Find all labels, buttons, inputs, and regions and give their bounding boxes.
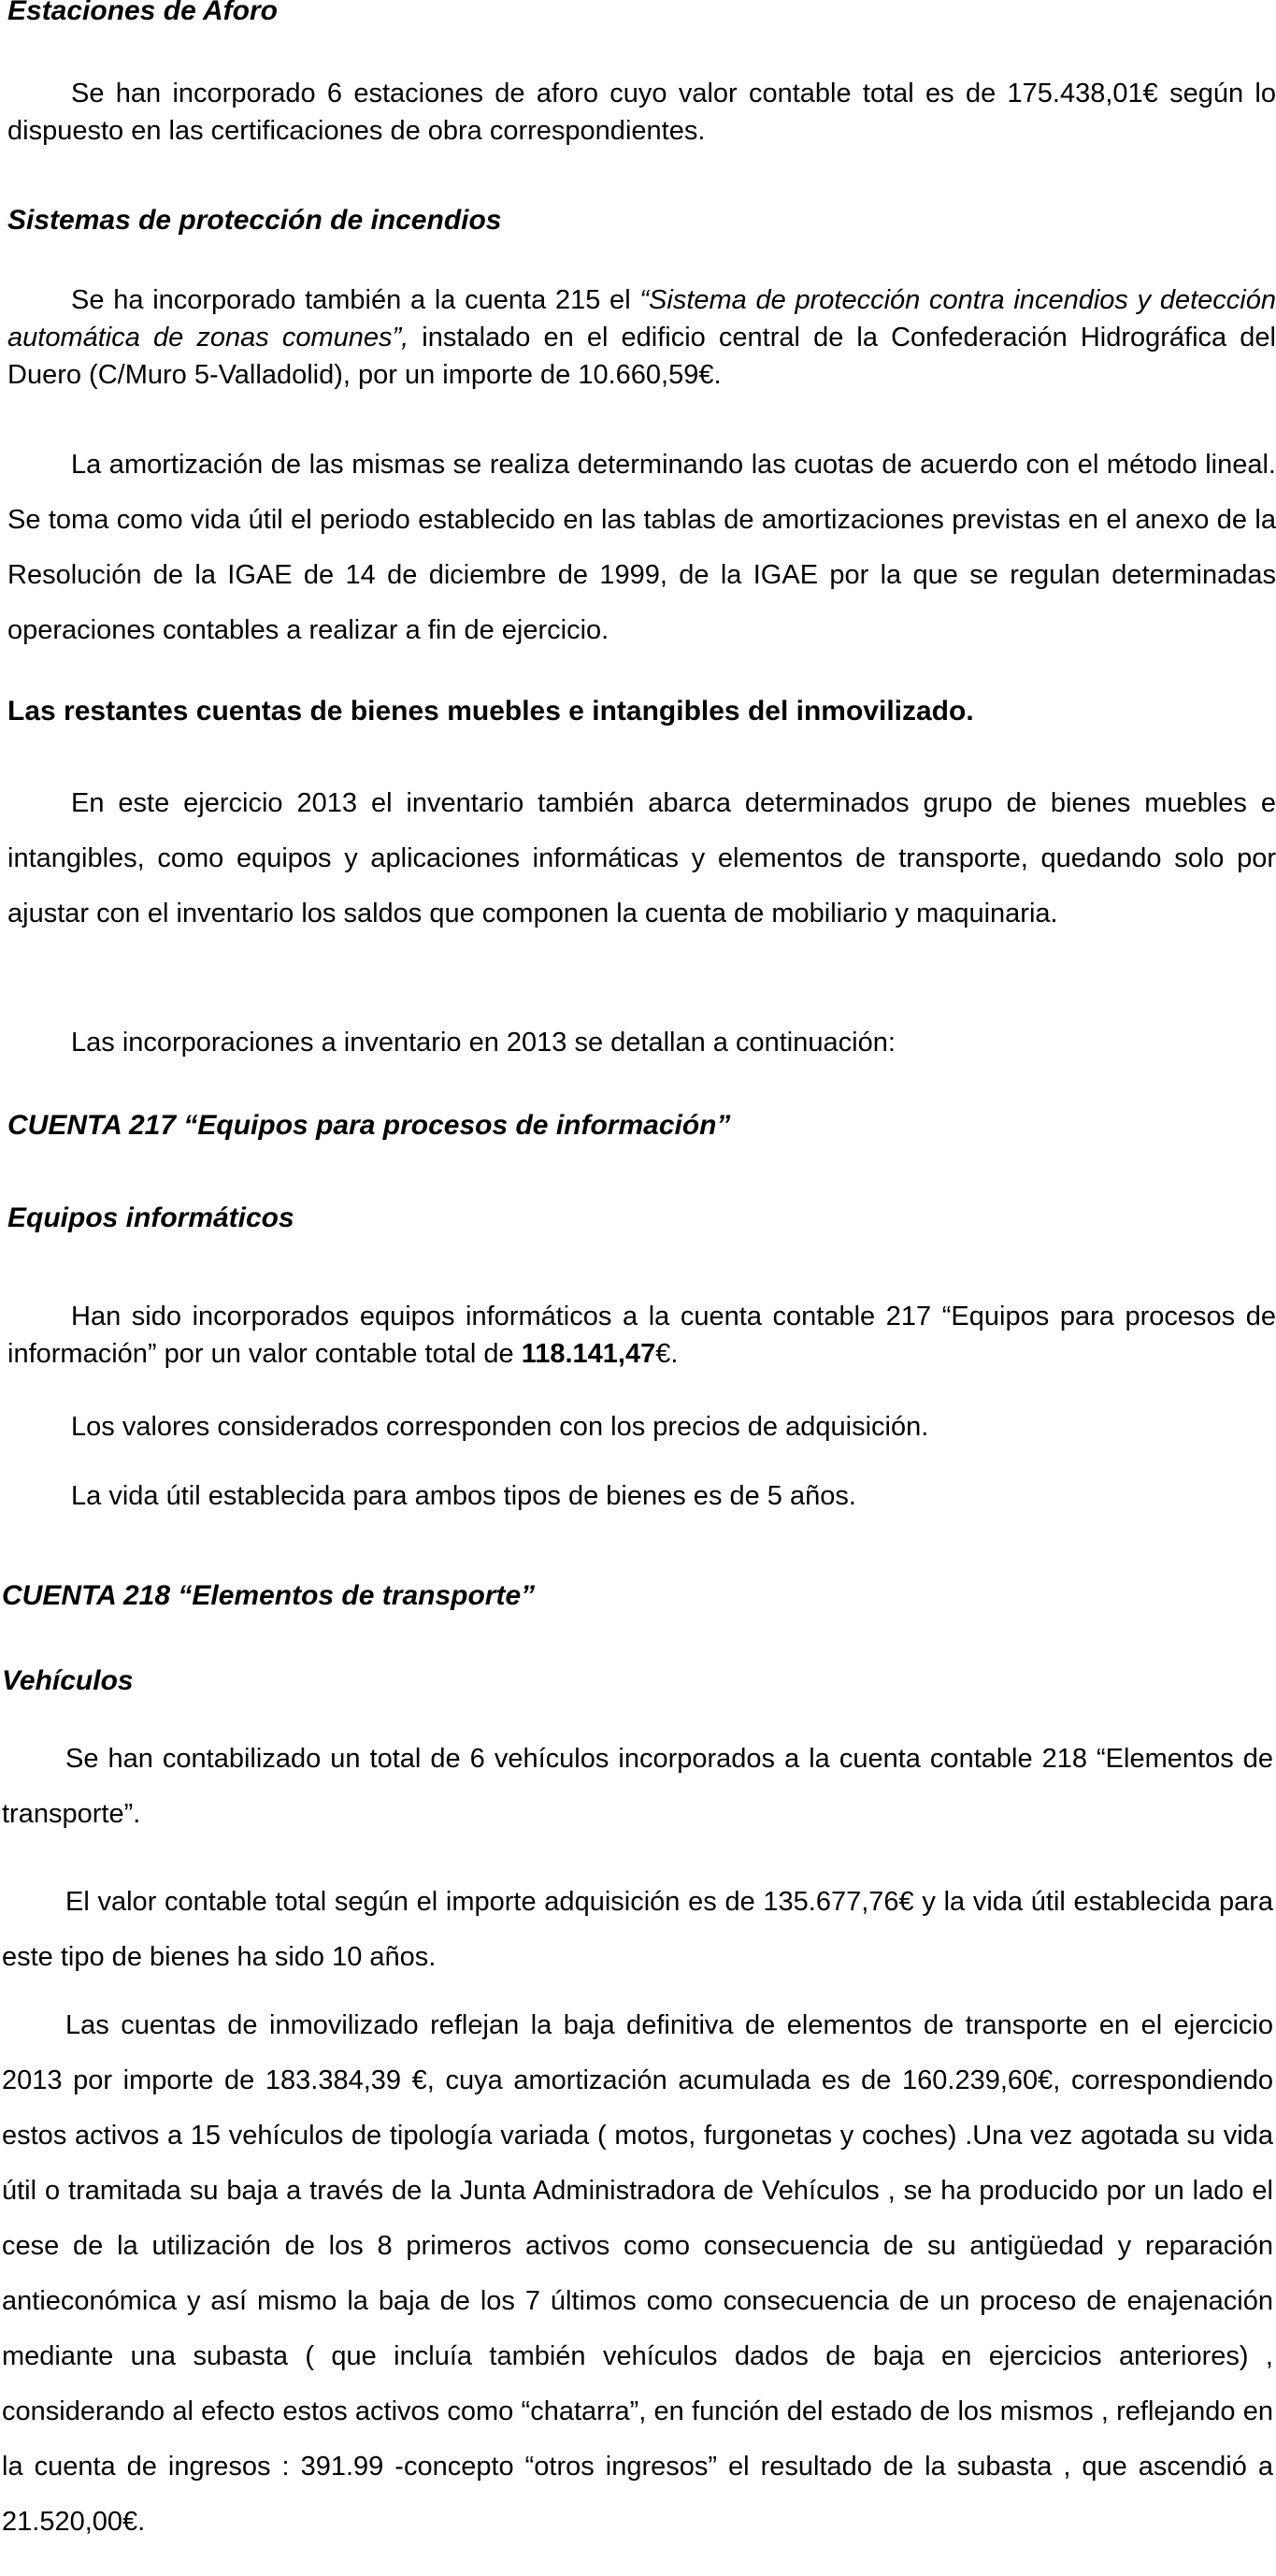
heading-equipos-informaticos: Equipos informáticos <box>7 1202 294 1233</box>
paragraph-aforo <box>7 75 1276 150</box>
paragraph-vida-util-text: La vida útil establecida para ambos tipos de bienes es de 5 años. <box>71 1481 856 1511</box>
paragraph-valores-text: Los valores considerados corresponden con los precios de adquisición. <box>71 1412 929 1442</box>
paragraph-incendios-text-b: instalado en el edificio central de la Confederación Hidrográfica del Duero (C/Muro 5-Valladolid), por un importe de 10.660,59€. <box>7 323 1276 390</box>
paragraph-incendios-italic: “Sistema de protección contra incendios y detección automática de zonas comunes”, <box>7 285 1276 353</box>
paragraph-aforo-text: Se han incorporado 6 estaciones de aforo cuyo valor contable total es de 175.438,01€ según lo dispuesto en las certificaciones de obra correspondientes. <box>7 79 1276 146</box>
paragraph-incorporaciones-text: Las incorporaciones a inventario en 2013 se detallan a continuación: <box>71 1028 896 1058</box>
paragraph-incendios <box>7 281 1276 394</box>
paragraph-incorporaciones <box>7 1015 1276 1071</box>
paragraph-equipos-text-a: Han sido incorporados equipos informáticos a la cuenta contable 217 “Equipos para procesos de información” por un valor contable total de <box>7 1302 1276 1369</box>
paragraph-restantes <box>7 776 1276 942</box>
paragraph-vehiculos-1 <box>2 1732 1273 1842</box>
paragraph-vehiculos-2 <box>2 1875 1273 1985</box>
heading-cuenta-218: CUENTA 218 “Elementos de transporte” <box>2 1580 536 1611</box>
paragraph-equipos-bold: 118.141,47 <box>521 1339 656 1369</box>
heading-restantes-cuentas: Las restantes cuentas de bienes muebles e intangibles del inmovilizado. <box>7 696 974 727</box>
heading-sistemas-incendios: Sistemas de protección de incendios <box>7 205 502 236</box>
paragraph-vehiculos-2-text: El valor contable total según el importe adquisición es de 135.677,76€ y la vida útil establecida para este tipo de bienes ha sido 10 años. <box>2 1887 1273 1972</box>
paragraph-equipos-text-b: €. <box>655 1339 679 1369</box>
paragraph-amortizacion-text: La amortización de las mismas se realiza determinando las cuotas de acuerdo con el método lineal. Se toma como vida útil el periodo establecido en las tablas de amortizaciones previstas en el anexo de la Resolución de la IGAE de 14 de diciembre de 1999, de la IGAE por la que se regulan determinadas operaciones contables a realizar a fin de ejercicio. <box>7 450 1276 645</box>
paragraph-valores <box>7 1408 1276 1446</box>
paragraph-amortizacion <box>7 438 1276 658</box>
heading-vehiculos: Vehículos <box>2 1665 134 1696</box>
heading-cuenta-217: CUENTA 217 “Equipos para procesos de información” <box>7 1110 731 1141</box>
paragraph-vida-util <box>7 1477 1276 1515</box>
heading-estaciones-aforo: Estaciones de Aforo <box>7 0 278 26</box>
paragraph-equipos <box>7 1298 1276 1373</box>
paragraph-restantes-text: En este ejercicio 2013 el inventario también abarca determinados grupo de bienes muebles e intangibles, como equipos y aplicaciones informáticas y elementos de transporte, quedando solo por ajustar con el inventario los saldos que componen la cuenta de mobiliario y maquinaria. <box>7 788 1276 928</box>
paragraph-vehiculos-1-text: Se han contabilizado un total de 6 vehículos incorporados a la cuenta contable 218 “Elementos de transporte”. <box>2 1744 1273 1829</box>
paragraph-vehiculos-3-text: Las cuentas de inmovilizado reflejan la baja definitiva de elementos de transporte en el ejercicio 2013 por importe de 183.384,39 €, cuya amortización acumulada es de 160.239,60€, correspondiendo estos activos a 15 vehículos de tipología variada ( motos, furgonetas y coches) .Una vez agotada su vida útil o tramitada su baja a través de la Junta Administradora de Vehículos , se ha producido por un lado el cese de la utilización de los 8 primeros activos como consecuencia de su antigüedad y reparación antieconómica y así mismo la baja de los 7 últimos como consecuencia de un proceso de enajenación mediante una subasta ( que incluía también vehículos dados de baja en ejercicios anteriores) , considerando al efecto estos activos como “chatarra”, en función del estado de los mismos , reflejando en la cuenta de ingresos : 391.99 -concepto “otros ingresos” el resultado de la subasta , que ascendió a 21.520,00€. <box>2 2010 1273 2537</box>
paragraph-incendios-text-a: Se ha incorporado también a la cuenta 215 el <box>71 285 640 315</box>
paragraph-vehiculos-3 <box>2 1998 1273 2550</box>
